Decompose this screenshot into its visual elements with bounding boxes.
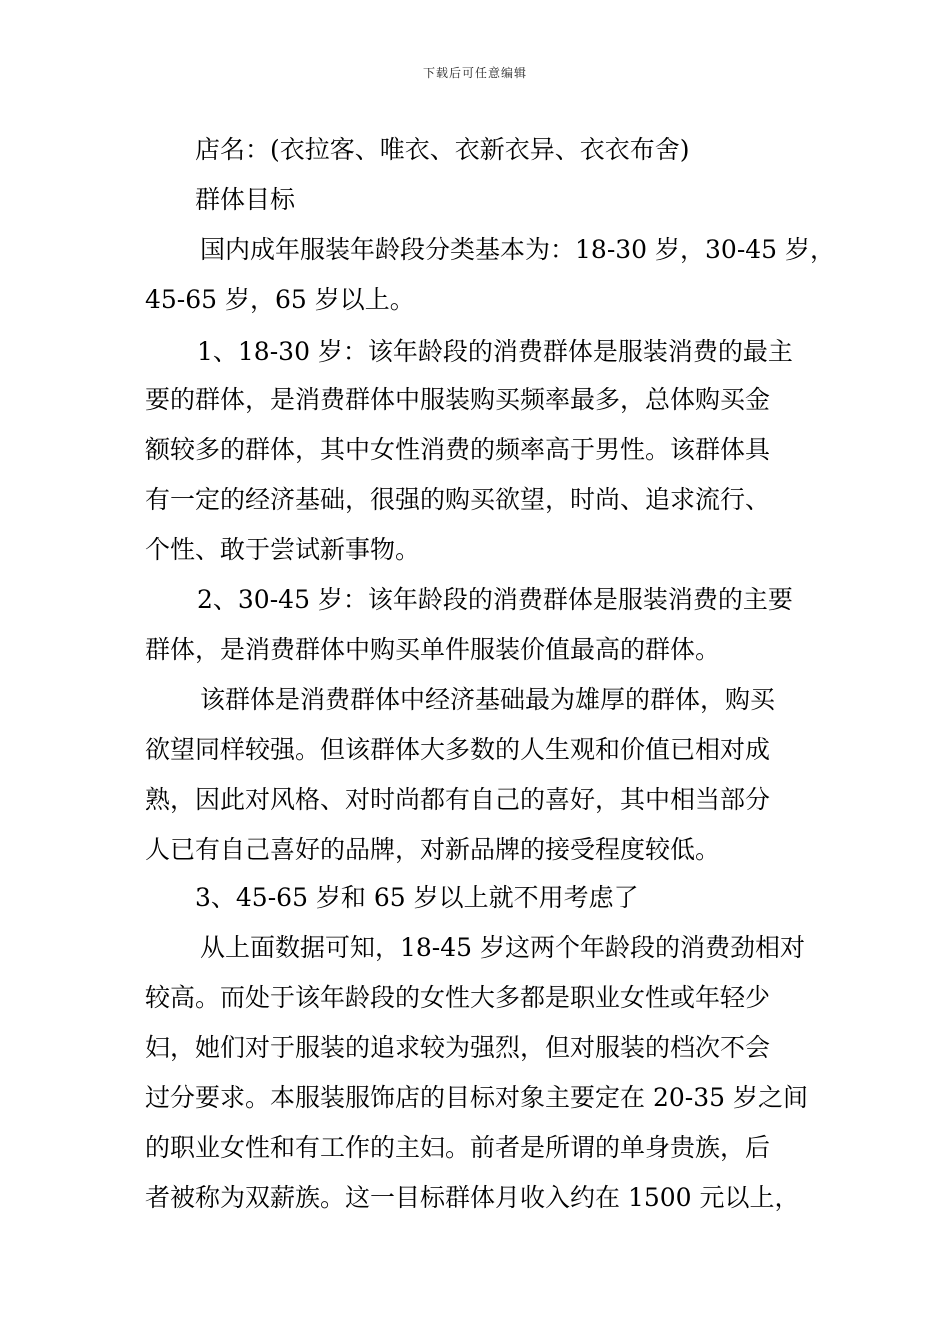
- paragraph-line: 该群体是消费群体中经济基础最为雄厚的群体，购买: [200, 685, 776, 714]
- paragraph-line: 3、45-65 岁和 65 岁以上就不用考虑了: [195, 883, 639, 912]
- paragraph-line: 45-65 岁，65 岁以上。: [145, 285, 415, 314]
- paragraph-line: 者被称为双薪族。这一目标群体月收入约在 1500 元以上，: [145, 1183, 800, 1212]
- paragraph-line: 的职业女性和有工作的主妇。前者是所谓的单身贵族，后: [145, 1133, 771, 1162]
- paragraph-line: 熟，因此对风格、对时尚都有自己的喜好，其中相当部分: [145, 785, 771, 814]
- paragraph-line: 从上面数据可知，18-45 岁这两个年龄段的消费劲相对: [200, 933, 806, 962]
- paragraph-line: 额较多的群体，其中女性消费的频率高于男性。该群体具: [145, 435, 771, 464]
- paragraph-line: 要的群体，是消费群体中服装购买频率最多，总体购买金: [145, 385, 771, 414]
- paragraph-line: 较高。而处于该年龄段的女性大多都是职业女性或年轻少: [145, 983, 771, 1012]
- section-title: 群体目标: [195, 185, 296, 214]
- paragraph-line: 群体，是消费群体中购买单件服装价值最高的群体。: [145, 635, 721, 664]
- paragraph-line: 国内成年服装年龄段分类基本为：18-30 岁，30-45 岁，: [200, 235, 836, 264]
- page-header-note: 下载后可任意编辑: [422, 66, 527, 80]
- paragraph-line: 人已有自己喜好的品牌，对新品牌的接受程度较低。: [145, 835, 721, 864]
- paragraph-line: 1、18-30 岁：该年龄段的消费群体是服装消费的最主: [197, 337, 793, 366]
- paragraph-line: 妇，她们对于服装的追求较为强烈，但对服装的档次不会: [145, 1033, 771, 1062]
- paragraph-line: 欲望同样较强。但该群体大多数的人生观和价值已相对成: [145, 735, 771, 764]
- store-names-line: 店名：(衣拉客、唯衣、衣新衣异、衣衣布舍): [195, 135, 690, 164]
- paragraph-line: 2、30-45 岁：该年龄段的消费群体是服装消费的主要: [197, 585, 793, 614]
- paragraph-line: 过分要求。本服装服饰店的目标对象主要定在 20-35 岁之间: [145, 1083, 808, 1112]
- paragraph-line: 有一定的经济基础，很强的购买欲望，时尚、追求流行、: [145, 485, 771, 514]
- paragraph-line: 个性、敢于尝试新事物。: [145, 535, 421, 564]
